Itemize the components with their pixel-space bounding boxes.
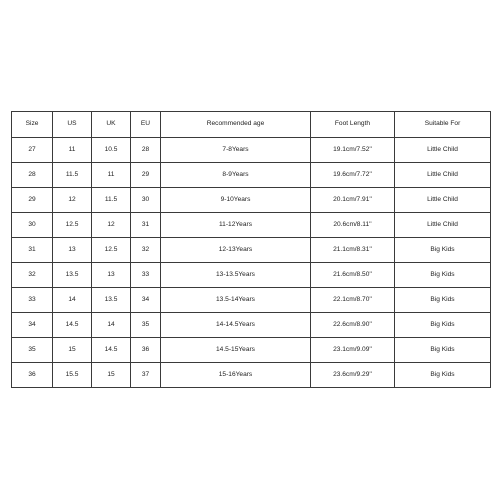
foot-length-cell: 20.1cm/7.91'' [311, 188, 395, 213]
uk-cell: 12 [92, 213, 131, 238]
uk-cell: 10.5 [92, 138, 131, 163]
size-cell: 27 [12, 138, 53, 163]
header-recommended-age: Recommended age [161, 112, 311, 138]
eu-cell: 35 [131, 313, 161, 338]
us-cell: 13.5 [53, 263, 92, 288]
suitable-for-cell: Little Child [395, 138, 491, 163]
age-cell: 13-13.5Years [161, 263, 311, 288]
us-cell: 15 [53, 338, 92, 363]
foot-length-cell: 22.1cm/8.70'' [311, 288, 395, 313]
age-cell: 14.5-15Years [161, 338, 311, 363]
size-cell: 35 [12, 338, 53, 363]
table-header-row [12, 112, 491, 138]
eu-cell: 32 [131, 238, 161, 263]
suitable-for-cell: Big Kids [395, 313, 491, 338]
suitable-for-cell: Little Child [395, 213, 491, 238]
suitable-for-cell: Little Child [395, 188, 491, 213]
header-us: US [53, 112, 92, 138]
eu-cell: 34 [131, 288, 161, 313]
us-cell: 12.5 [53, 213, 92, 238]
age-cell: 15-16Years [161, 363, 311, 388]
table-row [12, 238, 491, 263]
uk-cell: 14.5 [92, 338, 131, 363]
eu-cell: 33 [131, 263, 161, 288]
foot-length-cell: 23.1cm/9.09'' [311, 338, 395, 363]
uk-cell: 11.5 [92, 188, 131, 213]
uk-cell: 12.5 [92, 238, 131, 263]
uk-cell: 14 [92, 313, 131, 338]
us-cell: 14 [53, 288, 92, 313]
foot-length-cell: 22.6cm/8.90'' [311, 313, 395, 338]
us-cell: 14.5 [53, 313, 92, 338]
foot-length-cell: 20.6cm/8.11'' [311, 213, 395, 238]
header-foot-length: Foot Length [311, 112, 395, 138]
table-row [12, 313, 491, 338]
eu-cell: 31 [131, 213, 161, 238]
table-row [12, 188, 491, 213]
header-size: Size [12, 112, 53, 138]
age-cell: 7-8Years [161, 138, 311, 163]
us-cell: 12 [53, 188, 92, 213]
eu-cell: 30 [131, 188, 161, 213]
foot-length-cell: 21.6cm/8.50'' [311, 263, 395, 288]
uk-cell: 11 [92, 163, 131, 188]
table-row [12, 263, 491, 288]
size-cell: 31 [12, 238, 53, 263]
age-cell: 13.5-14Years [161, 288, 311, 313]
eu-cell: 37 [131, 363, 161, 388]
table-row [12, 213, 491, 238]
table-row [12, 338, 491, 363]
eu-cell: 36 [131, 338, 161, 363]
eu-cell: 29 [131, 163, 161, 188]
eu-cell: 28 [131, 138, 161, 163]
age-cell: 12-13Years [161, 238, 311, 263]
age-cell: 9-10Years [161, 188, 311, 213]
foot-length-cell: 19.6cm/7.72'' [311, 163, 395, 188]
foot-length-cell: 23.6cm/9.29'' [311, 363, 395, 388]
table-row [12, 288, 491, 313]
header-suitable-for: Suitable For [395, 112, 491, 138]
foot-length-cell: 21.1cm/8.31'' [311, 238, 395, 263]
us-cell: 15.5 [53, 363, 92, 388]
size-cell: 29 [12, 188, 53, 213]
table-body [12, 138, 491, 388]
size-cell: 28 [12, 163, 53, 188]
suitable-for-cell: Little Child [395, 163, 491, 188]
header-eu: EU [131, 112, 161, 138]
header-uk: UK [92, 112, 131, 138]
uk-cell: 15 [92, 363, 131, 388]
size-cell: 34 [12, 313, 53, 338]
size-cell: 36 [12, 363, 53, 388]
size-cell: 33 [12, 288, 53, 313]
age-cell: 14-14.5Years [161, 313, 311, 338]
foot-length-cell: 19.1cm/7.52'' [311, 138, 395, 163]
us-cell: 11.5 [53, 163, 92, 188]
us-cell: 11 [53, 138, 92, 163]
suitable-for-cell: Big Kids [395, 288, 491, 313]
table-row [12, 363, 491, 388]
table-row [12, 163, 491, 188]
us-cell: 13 [53, 238, 92, 263]
size-cell: 32 [12, 263, 53, 288]
suitable-for-cell: Big Kids [395, 263, 491, 288]
table-row [12, 138, 491, 163]
uk-cell: 13.5 [92, 288, 131, 313]
uk-cell: 13 [92, 263, 131, 288]
age-cell: 8-9Years [161, 163, 311, 188]
size-chart-table [11, 111, 491, 388]
suitable-for-cell: Big Kids [395, 363, 491, 388]
age-cell: 11-12Years [161, 213, 311, 238]
size-cell: 30 [12, 213, 53, 238]
suitable-for-cell: Big Kids [395, 338, 491, 363]
suitable-for-cell: Big Kids [395, 238, 491, 263]
